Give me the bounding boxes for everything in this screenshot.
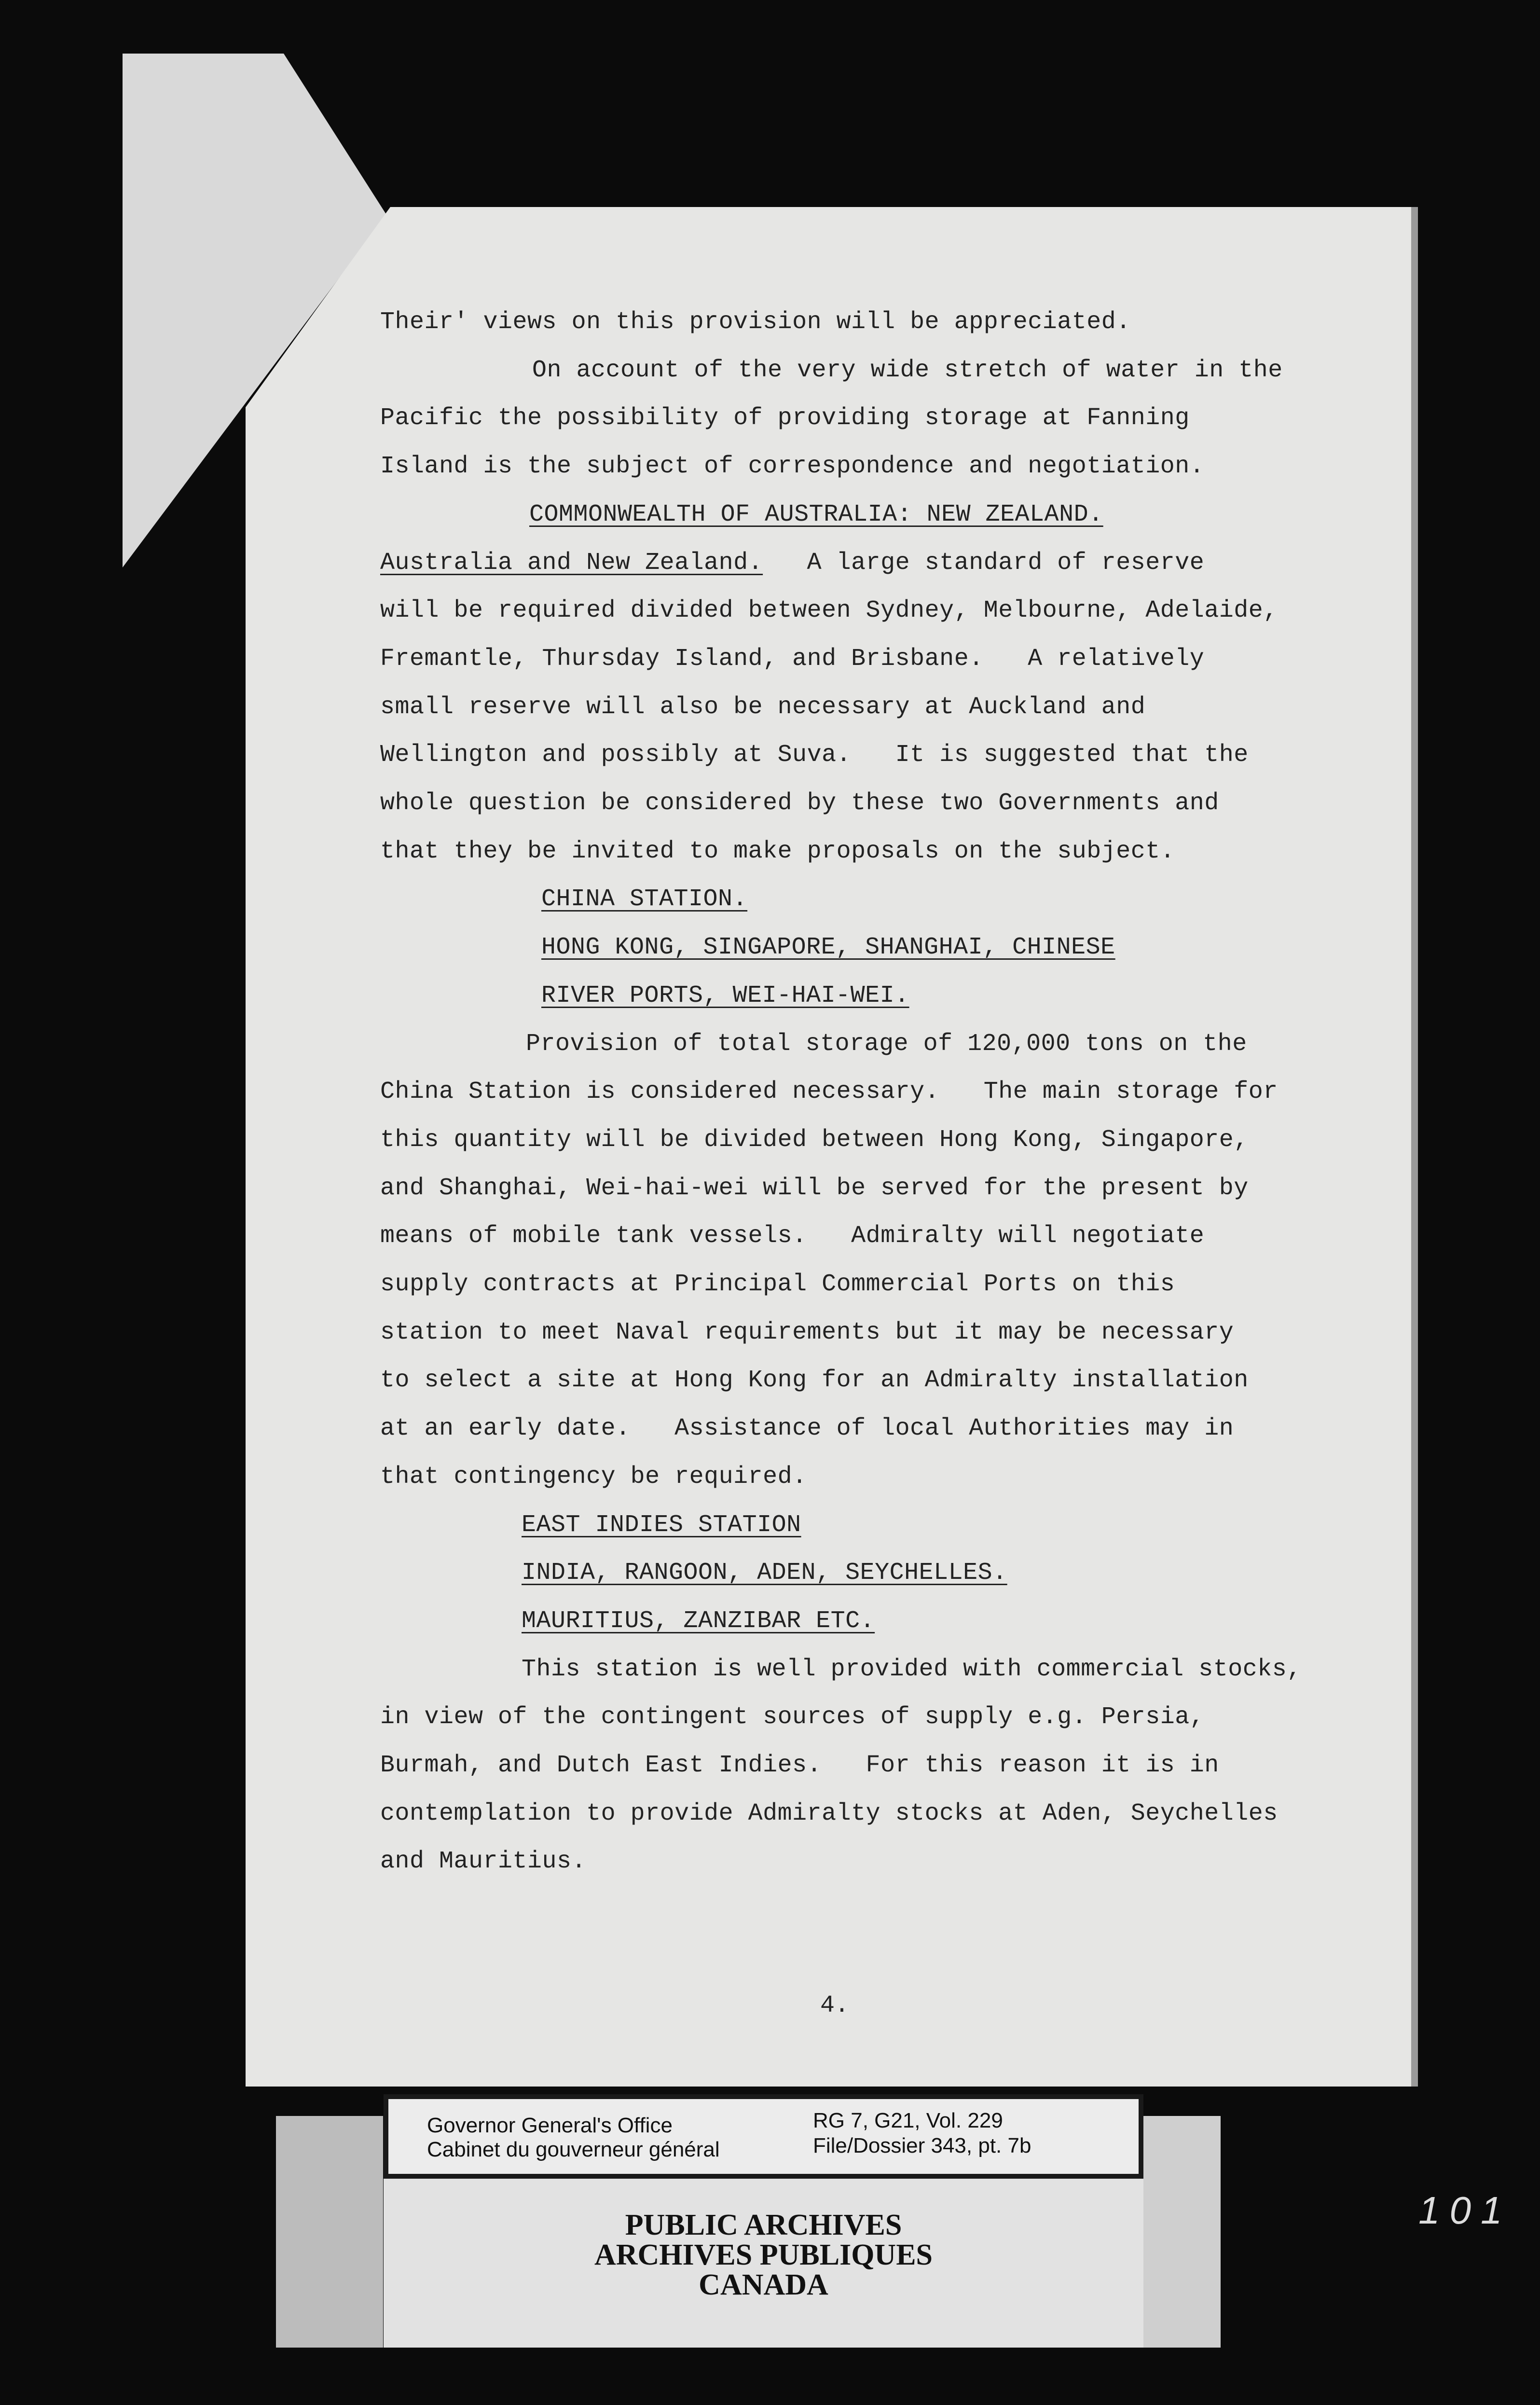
stamp-line-2: ARCHIVES PUBLIQUES — [594, 2239, 933, 2271]
line-text: that contingency be required. — [380, 1463, 807, 1491]
file-reference: File/Dossier 343, pt. 7b — [813, 2134, 1031, 2157]
section-heading-line — [541, 981, 909, 1010]
text-line — [380, 1270, 1175, 1299]
text-line — [380, 693, 1145, 722]
text-line — [380, 1318, 1234, 1347]
stamp-line-3: CANADA — [699, 2268, 828, 2301]
line-text: and Shanghai, Wei-hai-wei will be served for the present by — [380, 1174, 1249, 1202]
line-text: supply contracts at Principal Commercial Ports on this — [380, 1271, 1175, 1298]
text-line — [380, 837, 1175, 866]
line-text: small reserve will also be necessary at Auckland and — [380, 693, 1146, 721]
line-text: A large standard of reserve — [763, 549, 1205, 577]
line-text: that they be invited to make proposals on the subject. — [380, 837, 1175, 865]
page-edge — [1411, 207, 1418, 2087]
underlined-text: Australia and New Zealand. — [380, 549, 763, 577]
line-text: Pacific the possibility of providing storage at Fanning — [380, 404, 1190, 432]
text-line — [380, 645, 1204, 674]
line-text: whole question be considered by these two Governments and — [380, 789, 1219, 817]
text-line — [380, 1222, 1204, 1251]
section-heading-line — [522, 1511, 801, 1540]
line-text: Their' views on this provision will be appreciated. — [380, 308, 1131, 336]
section-heading-line — [522, 1655, 1302, 1684]
underlined-text: INDIA, RANGOON, ADEN, SEYCHELLES. — [522, 1559, 1007, 1587]
text-line — [380, 741, 1249, 770]
line-text: China Station is considered necessary. The main storage for — [380, 1078, 1278, 1106]
line-text: This station is well provided with commercial stocks, — [522, 1655, 1302, 1683]
line-text: to select a site at Hong Kong for an Admiralty installation — [380, 1367, 1249, 1395]
section-heading-line — [541, 933, 1115, 962]
text-line — [380, 596, 1278, 625]
text-line — [380, 1078, 1278, 1106]
line-text: Fremantle, Thursday Island, and Brisbane. A relatively — [380, 645, 1205, 673]
line-text: will be required divided between Sydney, Melbourne, Adelaide, — [380, 597, 1278, 625]
line-text: Burmah, and Dutch East Indies. For this reason it is in — [380, 1752, 1219, 1779]
line-text: means of mobile tank vessels. Admiralty will negotiate — [380, 1222, 1205, 1250]
line-text: On account of the very wide stretch of water in the — [532, 356, 1283, 384]
text-line — [380, 1366, 1249, 1395]
line-text: Provision of total storage of 120,000 tons on the — [526, 1030, 1247, 1058]
line-text: and Mauritius. — [380, 1848, 587, 1876]
underlined-text: COMMONWEALTH OF AUSTRALIA: NEW ZEALAND. — [529, 500, 1103, 528]
section-heading-line — [522, 1607, 875, 1636]
text-line — [380, 789, 1219, 818]
archive-reference-label — [384, 2094, 1143, 2179]
line-text: at an early date. Assistance of local Authorities may in — [380, 1415, 1234, 1443]
line-text: this quantity will be divided between Hong Kong, Singapore, — [380, 1126, 1249, 1154]
public-archives-stamp — [384, 2179, 1143, 2348]
frame-number: 101 — [1418, 2189, 1512, 2232]
text-line — [526, 1030, 1247, 1059]
text-line — [380, 308, 1131, 337]
record-group-reference: RG 7, G21, Vol. 229 — [813, 2109, 1003, 2132]
text-line — [380, 1799, 1278, 1828]
page-number: 4. — [820, 1992, 850, 2019]
line-text: contemplation to provide Admiralty stocks at Aden, Seychelles — [380, 1799, 1278, 1827]
line-text: in view of the contingent sources of supply e.g. Persia, — [380, 1703, 1205, 1731]
office-english: Governor General's Office — [427, 2114, 673, 2137]
office-french: Cabinet du gouverneur général — [427, 2138, 720, 2161]
text-line — [380, 1126, 1249, 1155]
section-heading-line — [529, 500, 1103, 529]
underlined-text: MAURITIUS, ZANZIBAR ETC. — [522, 1607, 875, 1635]
underlined-text: EAST INDIES STATION — [522, 1511, 801, 1539]
section-heading-line — [522, 1559, 1007, 1588]
archive-strip-left — [276, 2116, 383, 2348]
line-text: Island is the subject of correspondence and negotiation. — [380, 453, 1205, 481]
line-text: Wellington and possibly at Suva. It is suggested that the — [380, 741, 1249, 769]
text-line — [380, 452, 1204, 481]
text-line — [380, 1751, 1219, 1780]
text-line — [532, 356, 1283, 385]
text-line — [380, 1463, 807, 1492]
text-line — [380, 1414, 1234, 1443]
underlined-text: RIVER PORTS, WEI-HAI-WEI. — [541, 981, 909, 1009]
line-text: station to meet Naval requirements but it may be necessary — [380, 1318, 1234, 1346]
text-line — [380, 549, 1204, 578]
text-line — [380, 1174, 1249, 1203]
stamp-line-1: PUBLIC ARCHIVES — [625, 2209, 902, 2241]
text-line — [380, 1847, 586, 1876]
underlined-text: CHINA STATION. — [541, 885, 748, 913]
archive-strip-right — [1143, 2116, 1221, 2348]
section-heading-line — [541, 885, 747, 914]
text-line — [380, 1703, 1204, 1732]
text-line — [380, 404, 1190, 433]
underlined-text: HONG KONG, SINGAPORE, SHANGHAI, CHINESE — [541, 934, 1115, 962]
